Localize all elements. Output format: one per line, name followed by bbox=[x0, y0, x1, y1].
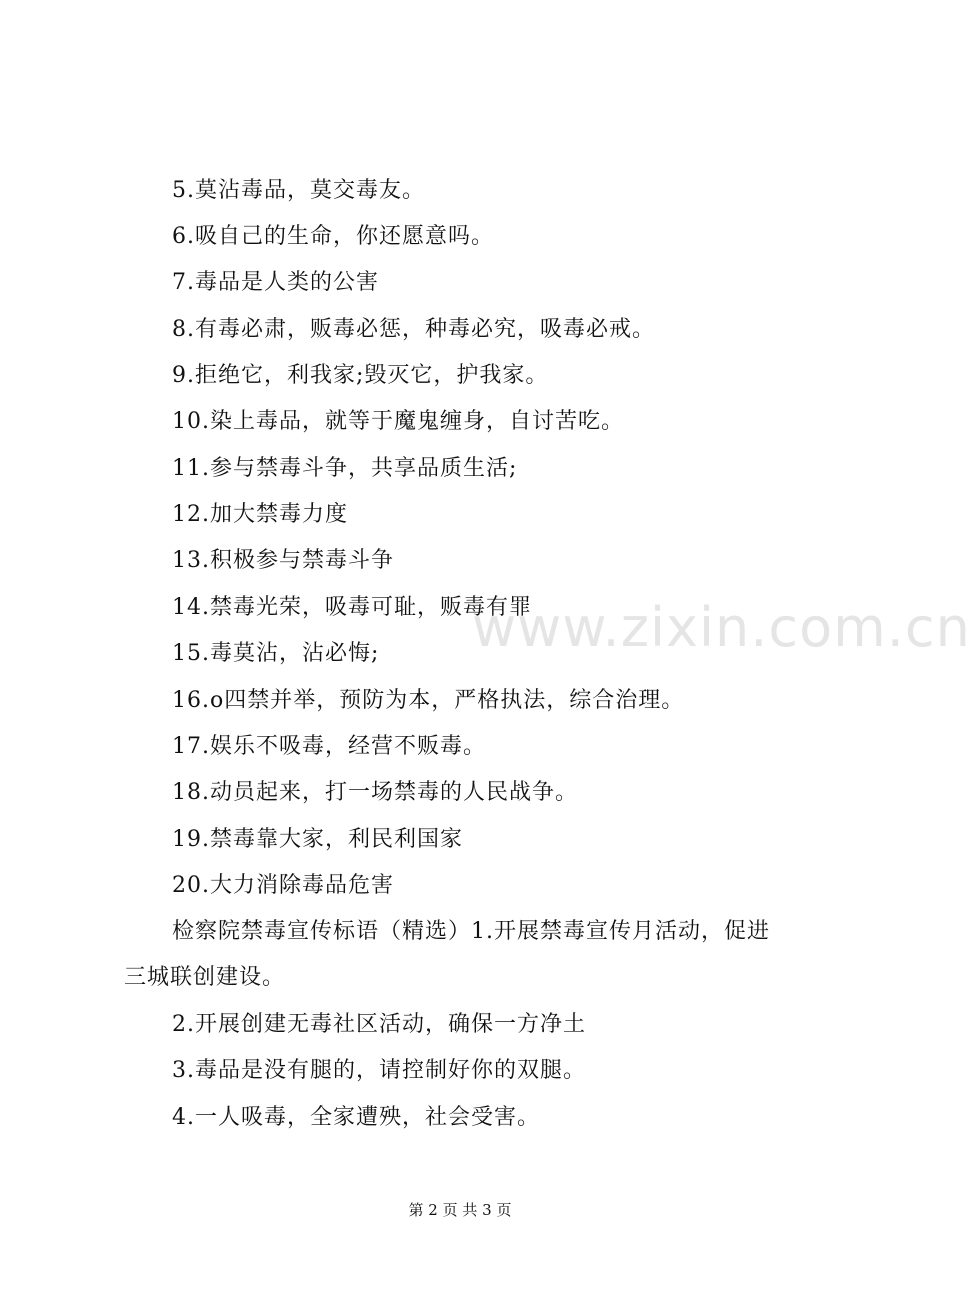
slogan-line-17: 17.娱乐不吸毒，经营不贩毒。 bbox=[172, 734, 486, 759]
slogan-line-16: 16.o四禁并举，预防为本，严格执法，综合治理。 bbox=[172, 688, 685, 713]
section-item-2: 2.开展创建无毒社区活动，确保一方净土 bbox=[172, 1012, 586, 1037]
slogan-line-10: 10.染上毒品，就等于魔鬼缠身，自讨苦吃。 bbox=[172, 409, 624, 434]
slogan-line-11: 11.参与禁毒斗争，共享品质生活; bbox=[172, 456, 518, 481]
slogan-line-14: 14.禁毒光荣，吸毒可耻，贩毒有罪 bbox=[172, 595, 532, 620]
slogan-line-20: 20.大力消除毒品危害 bbox=[172, 873, 394, 898]
section-heading-continuation: 三城联创建设。 bbox=[124, 965, 286, 990]
section-item-3: 3.毒品是没有腿的，请控制好你的双腿。 bbox=[172, 1058, 586, 1083]
slogan-line-15: 15.毒莫沾，沾必悔; bbox=[172, 641, 380, 666]
slogan-line-18: 18.动员起来，打一场禁毒的人民战争。 bbox=[172, 780, 578, 805]
slogan-line-6: 6.吸自己的生命，你还愿意吗。 bbox=[172, 224, 494, 249]
slogan-line-19: 19.禁毒靠大家，利民利国家 bbox=[172, 827, 463, 852]
section-item-4: 4.一人吸毒，全家遭殃，社会受害。 bbox=[172, 1105, 540, 1130]
slogan-line-8: 8.有毒必肃，贩毒必惩，种毒必究，吸毒必戒。 bbox=[172, 317, 655, 342]
slogan-line-12: 12.加大禁毒力度 bbox=[172, 502, 348, 527]
slogan-line-13: 13.积极参与禁毒斗争 bbox=[172, 548, 394, 573]
slogan-line-9: 9.拒绝它，利我家;毁灭它，护我家。 bbox=[172, 363, 549, 388]
watermark: www.zixin.com.cn bbox=[472, 596, 971, 659]
section-heading-line: 检察院禁毒宣传标语（精选）1.开展禁毒宣传月活动，促进 bbox=[172, 919, 770, 944]
page-footer: 第 2 页 共 3 页 bbox=[408, 1201, 512, 1219]
slogan-line-5: 5.莫沾毒品，莫交毒友。 bbox=[172, 178, 425, 203]
slogan-line-7: 7.毒品是人类的公害 bbox=[172, 270, 379, 295]
